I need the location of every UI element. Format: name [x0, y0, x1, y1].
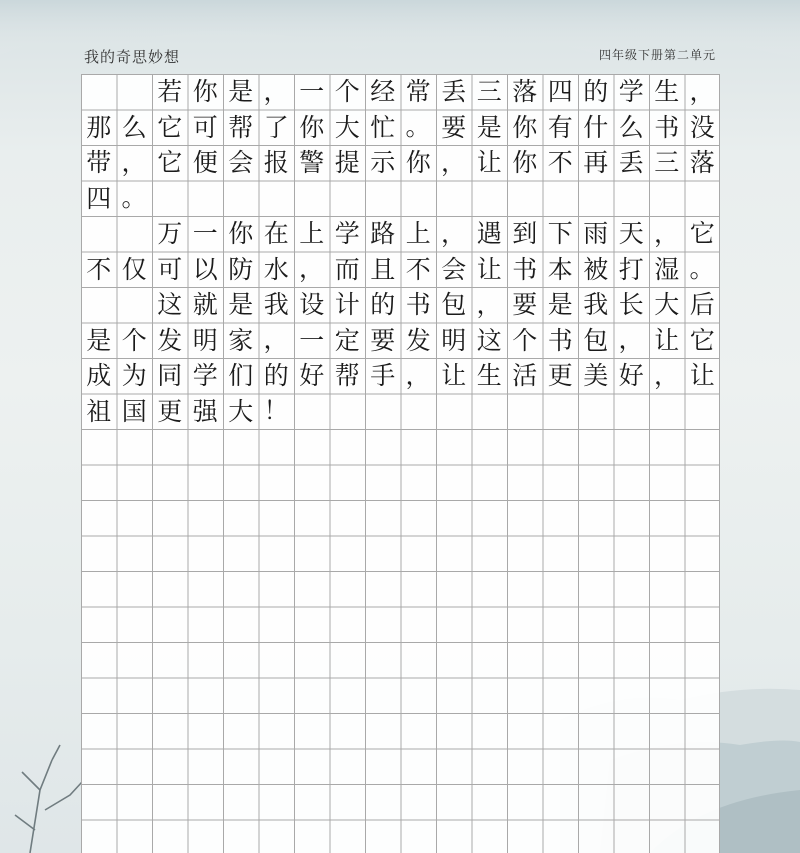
grade-unit-label: 四年级下册第二单元 — [598, 48, 716, 62]
grid-character: 经 — [370, 77, 396, 107]
grid-character: 天 — [618, 219, 644, 249]
grid-character: 不 — [405, 254, 431, 284]
grid-character: 祖 — [86, 396, 112, 426]
grid-character: 打 — [618, 254, 644, 284]
grid-character: 发 — [157, 325, 183, 355]
grid-character: 要 — [370, 325, 396, 355]
grid-character: 四 — [547, 77, 573, 107]
grid-character: 大 — [334, 112, 360, 142]
grid-character: 是 — [86, 325, 112, 355]
branch-decoration — [15, 745, 82, 853]
grid-character: 个 — [512, 325, 538, 355]
grid-character: 落 — [512, 77, 538, 107]
grid-character: ， — [263, 76, 289, 106]
grid-character: 三 — [476, 77, 502, 107]
grid-character: ， — [299, 254, 325, 283]
grid-character: 更 — [157, 396, 183, 426]
grid-character: 国 — [121, 396, 147, 426]
grid-character: 成 — [86, 361, 112, 391]
grid-character: 是 — [547, 290, 573, 320]
grid-character: ， — [263, 325, 289, 354]
grid-character: 忙 — [370, 112, 396, 142]
grid-character: 没 — [689, 112, 715, 142]
grid-character: 你 — [192, 77, 218, 107]
grid-character: 上 — [299, 219, 325, 249]
grid-character: 它 — [157, 148, 183, 178]
grid-character: 强 — [192, 396, 218, 426]
grid-character: 让 — [476, 254, 502, 284]
grid-character: 学 — [334, 219, 360, 249]
grid-character: 一 — [299, 77, 325, 107]
grid-character: 生 — [654, 77, 680, 107]
grid-character: 大 — [654, 290, 680, 320]
grid-character: 且 — [370, 254, 396, 284]
grid-character: 会 — [228, 148, 254, 178]
grid-character: 的 — [370, 290, 396, 320]
grid-character: 让 — [476, 148, 502, 178]
grid-character: 雨 — [583, 219, 609, 249]
grid-character: 不 — [547, 148, 573, 178]
grid-character: 包 — [583, 325, 609, 355]
grid-character: 万 — [157, 219, 183, 249]
grid-character: 帮 — [334, 361, 360, 391]
grid-character: ， — [654, 218, 680, 248]
grid-character: 么 — [618, 112, 644, 142]
grid-character: 带 — [86, 148, 112, 178]
grid-character: 常 — [405, 77, 431, 107]
grid-character: 帮 — [228, 112, 254, 142]
grid-character: 好 — [299, 361, 325, 391]
grid-character: 个 — [121, 325, 147, 355]
grid-character: 家 — [228, 325, 254, 355]
grid-character: 让 — [654, 325, 680, 355]
grid-character: 计 — [334, 290, 360, 320]
grid-character: 学 — [192, 361, 218, 391]
grid-character: 丢 — [441, 77, 467, 107]
grid-character: 让 — [689, 361, 715, 391]
grid-character: 四 — [86, 183, 112, 213]
grid-character: 书 — [405, 290, 431, 320]
grid-character: 仅 — [121, 254, 147, 284]
grid-character: 路 — [370, 219, 396, 249]
grid-character: 丢 — [618, 148, 644, 178]
grid-character: ！ — [263, 396, 289, 425]
grid-character: 是 — [228, 77, 254, 107]
grid-character: 么 — [121, 112, 147, 142]
grid-character: 让 — [441, 361, 467, 391]
grid-character: 要 — [512, 290, 538, 320]
grid-character: 你 — [299, 112, 325, 142]
grid-character: 便 — [192, 148, 218, 178]
grid-character: 为 — [121, 361, 147, 391]
grid-character: 以 — [192, 254, 218, 284]
grid-character: 湿 — [654, 254, 680, 284]
grid-character: 一 — [299, 325, 325, 355]
grid-character: 的 — [583, 77, 609, 107]
grid-character: 防 — [228, 254, 254, 284]
grid-character: 警 — [299, 148, 325, 178]
grid-character: 遇 — [476, 219, 502, 249]
grid-character: 书 — [512, 254, 538, 284]
grid-character: ， — [689, 76, 715, 106]
grid-character: 这 — [157, 290, 183, 320]
grid-character: 发 — [405, 325, 431, 355]
grid-character: 包 — [441, 290, 467, 320]
grid-character: 报 — [263, 148, 289, 178]
grid-character: 。 — [689, 254, 715, 283]
writing-grid — [81, 74, 720, 853]
grid-character: 。 — [405, 112, 431, 141]
grid-character: 示 — [370, 148, 396, 178]
grid-character: 。 — [121, 183, 147, 212]
grid-character: ， — [618, 325, 644, 354]
grid-character: 那 — [86, 112, 112, 142]
worksheet-title: 我的奇思妙想 — [84, 48, 181, 66]
grid-character: 你 — [512, 112, 538, 142]
grid-character: 它 — [689, 325, 715, 355]
grid-character: 不 — [86, 254, 112, 284]
grid-character: 被 — [583, 254, 609, 284]
grid-character: 好 — [618, 361, 644, 391]
grid-character: 落 — [689, 148, 715, 178]
grid-character: ， — [476, 289, 502, 319]
grid-character: 你 — [228, 219, 254, 249]
grid-character: 明 — [192, 325, 218, 355]
grid-character: 了 — [263, 112, 289, 142]
grid-character: 长 — [618, 290, 644, 320]
grid-character: 再 — [583, 148, 609, 178]
grid-character: 们 — [228, 361, 254, 391]
grid-character: 生 — [476, 361, 502, 391]
grid-character: 会 — [441, 254, 467, 284]
grid-character: 若 — [157, 77, 183, 107]
grid-character: 你 — [405, 148, 431, 178]
grid-character: ， — [441, 218, 467, 248]
grid-character: 而 — [334, 254, 360, 284]
grid-character: 它 — [689, 219, 715, 249]
grid-character: 大 — [228, 396, 254, 426]
grid-character: 是 — [476, 112, 502, 142]
grid-character: 后 — [689, 290, 715, 320]
grid-character: 是 — [228, 290, 254, 320]
grid-character: 学 — [618, 77, 644, 107]
grid-character: 这 — [476, 325, 502, 355]
grid-character: 我 — [583, 290, 609, 320]
grid-character: 水 — [263, 254, 289, 284]
grid-character: 更 — [547, 361, 573, 391]
grid-character: 个 — [334, 77, 360, 107]
grid-character: ， — [441, 147, 467, 177]
grid-character: 可 — [157, 254, 183, 284]
grid-character: 要 — [441, 112, 467, 142]
grid-character: 可 — [192, 112, 218, 142]
grid-character: 本 — [547, 254, 573, 284]
grid-character: 我 — [263, 290, 289, 320]
grid-character: 同 — [157, 361, 183, 391]
grid-character: 下 — [547, 219, 573, 249]
grid-character: 提 — [334, 148, 360, 178]
grid-character: 什 — [583, 112, 609, 142]
grid-character: 上 — [405, 219, 431, 249]
grid-character: 手 — [370, 361, 396, 391]
grid-character: 它 — [157, 112, 183, 142]
grid-character: 到 — [512, 219, 538, 249]
grid-character: 你 — [512, 148, 538, 178]
grid-character: 定 — [334, 325, 360, 355]
grid-character: 有 — [547, 112, 573, 142]
grid-character: 一 — [192, 219, 218, 249]
grid-character: 就 — [192, 290, 218, 320]
grid-character: 书 — [547, 325, 573, 355]
grid-character: 设 — [299, 290, 325, 320]
grid-character: 美 — [583, 361, 609, 391]
grid-character: 明 — [441, 325, 467, 355]
grid-character: 活 — [512, 361, 538, 391]
grid-character: 书 — [654, 112, 680, 142]
grid-character: 在 — [263, 219, 289, 249]
grid-character: 的 — [263, 361, 289, 391]
grid-character: 三 — [654, 148, 680, 178]
grid-character: ， — [121, 147, 147, 177]
grid-character: ， — [405, 360, 431, 390]
grid-character: ， — [654, 360, 680, 390]
